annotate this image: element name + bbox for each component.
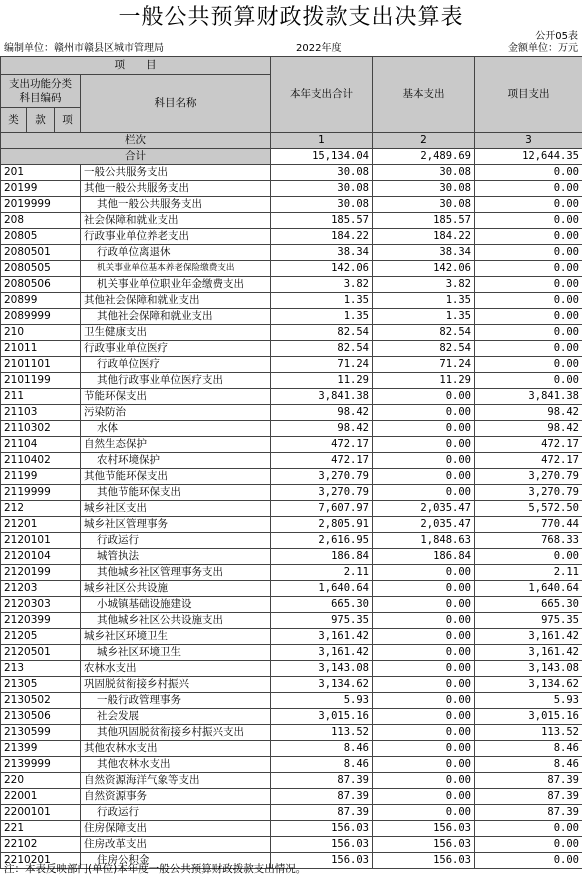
row-total: 3,270.79 [271, 485, 373, 501]
row-code: 21011 [1, 341, 81, 357]
table-row [1, 693, 582, 709]
row-code: 2119999 [1, 485, 81, 501]
row-total: 665.30 [271, 597, 373, 613]
row-subject-name: 城乡社区环境卫生 [81, 629, 271, 645]
table-row [1, 773, 582, 789]
row-basic: 0.00 [373, 421, 475, 437]
row-basic: 156.03 [373, 853, 475, 869]
row-basic: 2,035.47 [373, 501, 475, 517]
row-subject-name: 一般行政管理事务 [81, 693, 271, 709]
row-code: 2080506 [1, 277, 81, 293]
table-row [1, 565, 582, 581]
row-basic: 186.84 [373, 549, 475, 565]
row-subject-name: 行政单位离退休 [81, 245, 271, 261]
row-total: 87.39 [271, 789, 373, 805]
row-project: 0.00 [475, 341, 582, 357]
totals-project: 12,644.35 [475, 149, 582, 165]
row-project: 5.93 [475, 693, 582, 709]
header-xiang: 项 [55, 108, 81, 133]
row-code: 21199 [1, 469, 81, 485]
row-total: 975.35 [271, 613, 373, 629]
row-total: 98.42 [271, 405, 373, 421]
row-total: 8.46 [271, 741, 373, 757]
row-total: 472.17 [271, 437, 373, 453]
header-item: 项 目 [1, 57, 271, 75]
row-project: 87.39 [475, 805, 582, 821]
row-total: 7,607.97 [271, 501, 373, 517]
row-basic: 0.00 [373, 677, 475, 693]
row-code: 2210201 [1, 853, 81, 869]
row-subject-name: 城乡社区管理事务 [81, 517, 271, 533]
row-total: 2.11 [271, 565, 373, 581]
row-project: 0.00 [475, 261, 582, 277]
row-project: 3,143.08 [475, 661, 582, 677]
row-basic: 30.08 [373, 197, 475, 213]
row-basic: 0.00 [373, 485, 475, 501]
row-code: 21104 [1, 437, 81, 453]
table-row [1, 533, 582, 549]
header-lanci: 栏次 [1, 133, 271, 149]
row-basic: 0.00 [373, 773, 475, 789]
row-total: 1,640.64 [271, 581, 373, 597]
row-code: 2120199 [1, 565, 81, 581]
row-subject-name: 城乡社区支出 [81, 501, 271, 517]
row-project: 3,270.79 [475, 485, 582, 501]
row-code: 2130502 [1, 693, 81, 709]
row-subject-name: 城乡社区环境卫生 [81, 645, 271, 661]
row-project: 472.17 [475, 437, 582, 453]
row-basic: 0.00 [373, 597, 475, 613]
row-basic: 0.00 [373, 709, 475, 725]
row-total: 30.08 [271, 165, 373, 181]
row-basic: 0.00 [373, 437, 475, 453]
table-row [1, 581, 582, 597]
row-total: 5.93 [271, 693, 373, 709]
row-code: 21203 [1, 581, 81, 597]
totals-label: 合计 [1, 149, 271, 165]
row-code: 21205 [1, 629, 81, 645]
row-code: 2080501 [1, 245, 81, 261]
row-basic: 1,848.63 [373, 533, 475, 549]
amount-unit: 金额单位：万元 [508, 43, 578, 54]
row-project: 2.11 [475, 565, 582, 581]
table-row [1, 629, 582, 645]
row-project: 665.30 [475, 597, 582, 613]
row-total: 3,270.79 [271, 469, 373, 485]
row-basic: 1.35 [373, 293, 475, 309]
row-basic: 156.03 [373, 837, 475, 853]
row-subject-name: 污染防治 [81, 405, 271, 421]
row-code: 211 [1, 389, 81, 405]
table-row [1, 165, 582, 181]
row-subject-name: 住房公积金 [81, 853, 271, 869]
row-code: 21201 [1, 517, 81, 533]
row-code: 2110302 [1, 421, 81, 437]
row-basic: 0.00 [373, 645, 475, 661]
row-project: 0.00 [475, 549, 582, 565]
row-project: 0.00 [475, 837, 582, 853]
row-code: 220 [1, 773, 81, 789]
table-row [1, 309, 582, 325]
row-basic: 0.00 [373, 661, 475, 677]
row-basic: 38.34 [373, 245, 475, 261]
row-total: 3.82 [271, 277, 373, 293]
row-total: 87.39 [271, 773, 373, 789]
row-subject-name: 住房改革支出 [81, 837, 271, 853]
table-row [1, 357, 582, 373]
row-subject-name: 机关事业单位职业年金缴费支出 [81, 277, 271, 293]
row-total: 142.06 [271, 261, 373, 277]
row-basic: 185.57 [373, 213, 475, 229]
table-row [1, 277, 582, 293]
row-subject-name: 行政事业单位医疗 [81, 341, 271, 357]
header-subject-name: 科目名称 [81, 75, 271, 133]
row-project: 0.00 [475, 373, 582, 389]
row-project: 98.42 [475, 405, 582, 421]
compiling-unit: 编制单位：赣州市赣县区城市管理局 [4, 43, 164, 54]
table-row [1, 517, 582, 533]
row-code: 21305 [1, 677, 81, 693]
row-code: 2089999 [1, 309, 81, 325]
table-row [1, 677, 582, 693]
row-code: 2120501 [1, 645, 81, 661]
row-subject-name: 行政事业单位养老支出 [81, 229, 271, 245]
row-subject-name: 其他一般公共服务支出 [81, 181, 271, 197]
row-total: 3,841.38 [271, 389, 373, 405]
row-subject-name: 农林水支出 [81, 661, 271, 677]
row-project: 3,161.42 [475, 645, 582, 661]
row-project: 8.46 [475, 757, 582, 773]
row-subject-name: 自然资源海洋气象等支出 [81, 773, 271, 789]
row-total: 30.08 [271, 197, 373, 213]
row-total: 11.29 [271, 373, 373, 389]
header-project: 项目支出 [475, 57, 582, 133]
row-subject-name: 其他节能环保支出 [81, 485, 271, 501]
row-project: 0.00 [475, 229, 582, 245]
row-project: 975.35 [475, 613, 582, 629]
header-total: 本年支出合计 [271, 57, 373, 133]
row-project: 0.00 [475, 293, 582, 309]
row-project: 0.00 [475, 197, 582, 213]
row-basic: 30.08 [373, 165, 475, 181]
table-row [1, 597, 582, 613]
row-basic: 1.35 [373, 309, 475, 325]
row-basic: 3.82 [373, 277, 475, 293]
row-project: 0.00 [475, 277, 582, 293]
table-row [1, 261, 582, 277]
table-row [1, 549, 582, 565]
row-project: 98.42 [475, 421, 582, 437]
row-project: 0.00 [475, 325, 582, 341]
row-subject-name: 行政单位医疗 [81, 357, 271, 373]
row-code: 2130506 [1, 709, 81, 725]
row-code: 20199 [1, 181, 81, 197]
row-subject-name: 机关事业单位基本养老保险缴费支出 [81, 261, 271, 277]
header-kuan: 款 [27, 108, 55, 133]
row-subject-name: 社会发展 [81, 709, 271, 725]
row-project: 5,572.50 [475, 501, 582, 517]
table-row [1, 389, 582, 405]
row-subject-name: 一般公共服务支出 [81, 165, 271, 181]
row-total: 82.54 [271, 325, 373, 341]
header-lei: 类 [1, 108, 27, 133]
row-subject-name: 行政运行 [81, 805, 271, 821]
table-row [1, 341, 582, 357]
footnote: 注：本表反映部门(单位)本年度一般公共预算财政拨款支出情况。 [4, 863, 307, 875]
row-basic: 142.06 [373, 261, 475, 277]
row-project: 3,270.79 [475, 469, 582, 485]
totals-total: 15,134.04 [271, 149, 373, 165]
row-basic: 0.00 [373, 565, 475, 581]
row-subject-name: 自然生态保护 [81, 437, 271, 453]
row-basic: 2,035.47 [373, 517, 475, 533]
row-total: 71.24 [271, 357, 373, 373]
row-total: 1.35 [271, 309, 373, 325]
row-total: 3,134.62 [271, 677, 373, 693]
table-row [1, 709, 582, 725]
row-subject-name: 其他巩固脱贫衔接乡村振兴支出 [81, 725, 271, 741]
form-number: 公开05表 [535, 31, 578, 42]
table-row [1, 613, 582, 629]
row-total: 2,616.95 [271, 533, 373, 549]
row-code: 208 [1, 213, 81, 229]
row-project: 87.39 [475, 789, 582, 805]
row-subject-name: 社会保障和就业支出 [81, 213, 271, 229]
row-subject-name: 节能环保支出 [81, 389, 271, 405]
table-row [1, 789, 582, 805]
row-code: 22001 [1, 789, 81, 805]
row-code: 20899 [1, 293, 81, 309]
row-code: 2120303 [1, 597, 81, 613]
row-subject-name: 卫生健康支出 [81, 325, 271, 341]
table-row [1, 485, 582, 501]
expenditure-table [0, 56, 582, 869]
row-code: 21399 [1, 741, 81, 757]
row-subject-name: 其他城乡社区管理事务支出 [81, 565, 271, 581]
row-total: 156.03 [271, 821, 373, 837]
header-col3: 3 [475, 133, 582, 149]
row-basic: 30.08 [373, 181, 475, 197]
row-project: 3,841.38 [475, 389, 582, 405]
row-code: 2110402 [1, 453, 81, 469]
row-subject-name: 其他社会保障和就业支出 [81, 309, 271, 325]
row-subject-name: 其他行政事业单位医疗支出 [81, 373, 271, 389]
row-total: 38.34 [271, 245, 373, 261]
header-col1: 1 [271, 133, 373, 149]
row-code: 221 [1, 821, 81, 837]
table-row [1, 741, 582, 757]
table-row [1, 805, 582, 821]
row-basic: 156.03 [373, 821, 475, 837]
row-project: 8.46 [475, 741, 582, 757]
row-code: 20805 [1, 229, 81, 245]
row-basic: 0.00 [373, 613, 475, 629]
row-project: 770.44 [475, 517, 582, 533]
row-basic: 0.00 [373, 581, 475, 597]
row-project: 0.00 [475, 213, 582, 229]
row-code: 2019999 [1, 197, 81, 213]
row-subject-name: 行政运行 [81, 533, 271, 549]
row-total: 87.39 [271, 805, 373, 821]
totals-basic: 2,489.69 [373, 149, 475, 165]
row-total: 98.42 [271, 421, 373, 437]
row-total: 82.54 [271, 341, 373, 357]
table-row [1, 469, 582, 485]
row-subject-name: 其他城乡社区公共设施支出 [81, 613, 271, 629]
row-basic: 0.00 [373, 453, 475, 469]
table-row [1, 213, 582, 229]
row-basic: 0.00 [373, 629, 475, 645]
row-code: 2130599 [1, 725, 81, 741]
row-basic: 0.00 [373, 789, 475, 805]
table-row [1, 325, 582, 341]
row-project: 0.00 [475, 309, 582, 325]
row-total: 3,161.42 [271, 645, 373, 661]
row-code: 2200101 [1, 805, 81, 821]
table-row [1, 453, 582, 469]
row-code: 2080505 [1, 261, 81, 277]
row-project: 1,640.64 [475, 581, 582, 597]
row-project: 768.33 [475, 533, 582, 549]
table-row [1, 197, 582, 213]
row-subject-name: 其他节能环保支出 [81, 469, 271, 485]
table-row [1, 229, 582, 245]
row-subject-name: 城乡社区公共设施 [81, 581, 271, 597]
row-project: 87.39 [475, 773, 582, 789]
row-subject-name: 农村环境保护 [81, 453, 271, 469]
row-total: 156.03 [271, 837, 373, 853]
header-basic: 基本支出 [373, 57, 475, 133]
row-subject-name: 其他农林水支出 [81, 757, 271, 773]
row-total: 3,015.16 [271, 709, 373, 725]
row-basic: 82.54 [373, 325, 475, 341]
row-code: 210 [1, 325, 81, 341]
row-total: 1.35 [271, 293, 373, 309]
row-subject-name: 其他社会保障和就业支出 [81, 293, 271, 309]
row-code: 2101199 [1, 373, 81, 389]
row-subject-name: 自然资源事务 [81, 789, 271, 805]
row-basic: 0.00 [373, 805, 475, 821]
row-project: 0.00 [475, 357, 582, 373]
table-row [1, 421, 582, 437]
row-code: 201 [1, 165, 81, 181]
row-project: 113.52 [475, 725, 582, 741]
row-code: 21103 [1, 405, 81, 421]
row-total: 3,161.42 [271, 629, 373, 645]
row-code: 2120104 [1, 549, 81, 565]
row-code: 213 [1, 661, 81, 677]
row-code: 22102 [1, 837, 81, 853]
row-project: 0.00 [475, 853, 582, 869]
row-total: 156.03 [271, 853, 373, 869]
header-func-code: 支出功能分类科目编码 [1, 75, 81, 108]
table-row [1, 645, 582, 661]
row-project: 472.17 [475, 453, 582, 469]
row-subject-name: 小城镇基础设施建设 [81, 597, 271, 613]
header-col2: 2 [373, 133, 475, 149]
row-basic: 71.24 [373, 357, 475, 373]
row-total: 113.52 [271, 725, 373, 741]
row-basic: 0.00 [373, 469, 475, 485]
row-project: 0.00 [475, 821, 582, 837]
row-code: 2139999 [1, 757, 81, 773]
row-total: 184.22 [271, 229, 373, 245]
row-project: 3,015.16 [475, 709, 582, 725]
row-basic: 0.00 [373, 725, 475, 741]
row-subject-name: 水体 [81, 421, 271, 437]
row-basic: 0.00 [373, 405, 475, 421]
table-row [1, 293, 582, 309]
row-subject-name: 城管执法 [81, 549, 271, 565]
row-code: 2120101 [1, 533, 81, 549]
row-total: 8.46 [271, 757, 373, 773]
row-total: 185.57 [271, 213, 373, 229]
row-project: 3,134.62 [475, 677, 582, 693]
row-project: 0.00 [475, 181, 582, 197]
report-meta [0, 42, 582, 56]
row-total: 2,805.91 [271, 517, 373, 533]
row-subject-name: 其他农林水支出 [81, 741, 271, 757]
report-year: 2022年度 [296, 43, 342, 54]
row-basic: 184.22 [373, 229, 475, 245]
table-row [1, 245, 582, 261]
row-basic: 0.00 [373, 757, 475, 773]
row-code: 2101101 [1, 357, 81, 373]
table-row [1, 405, 582, 421]
row-total: 186.84 [271, 549, 373, 565]
table-row [1, 373, 582, 389]
row-basic: 0.00 [373, 693, 475, 709]
row-basic: 82.54 [373, 341, 475, 357]
row-subject-name: 住房保障支出 [81, 821, 271, 837]
row-project: 0.00 [475, 165, 582, 181]
table-row [1, 821, 582, 837]
totals-row [1, 149, 582, 165]
row-basic: 11.29 [373, 373, 475, 389]
table-row [1, 725, 582, 741]
row-code: 2120399 [1, 613, 81, 629]
table-row [1, 437, 582, 453]
row-code: 212 [1, 501, 81, 517]
table-row [1, 837, 582, 853]
row-total: 30.08 [271, 181, 373, 197]
row-subject-name: 巩固脱贫衔接乡村振兴 [81, 677, 271, 693]
row-basic: 0.00 [373, 389, 475, 405]
table-row [1, 661, 582, 677]
report-title: 一般公共预算财政拨款支出决算表 [118, 5, 464, 30]
row-project: 3,161.42 [475, 629, 582, 645]
table-row [1, 501, 582, 517]
row-total: 472.17 [271, 453, 373, 469]
row-total: 3,143.08 [271, 661, 373, 677]
row-basic: 0.00 [373, 741, 475, 757]
row-project: 0.00 [475, 245, 582, 261]
table-row [1, 757, 582, 773]
row-subject-name: 其他一般公共服务支出 [81, 197, 271, 213]
table-row [1, 181, 582, 197]
